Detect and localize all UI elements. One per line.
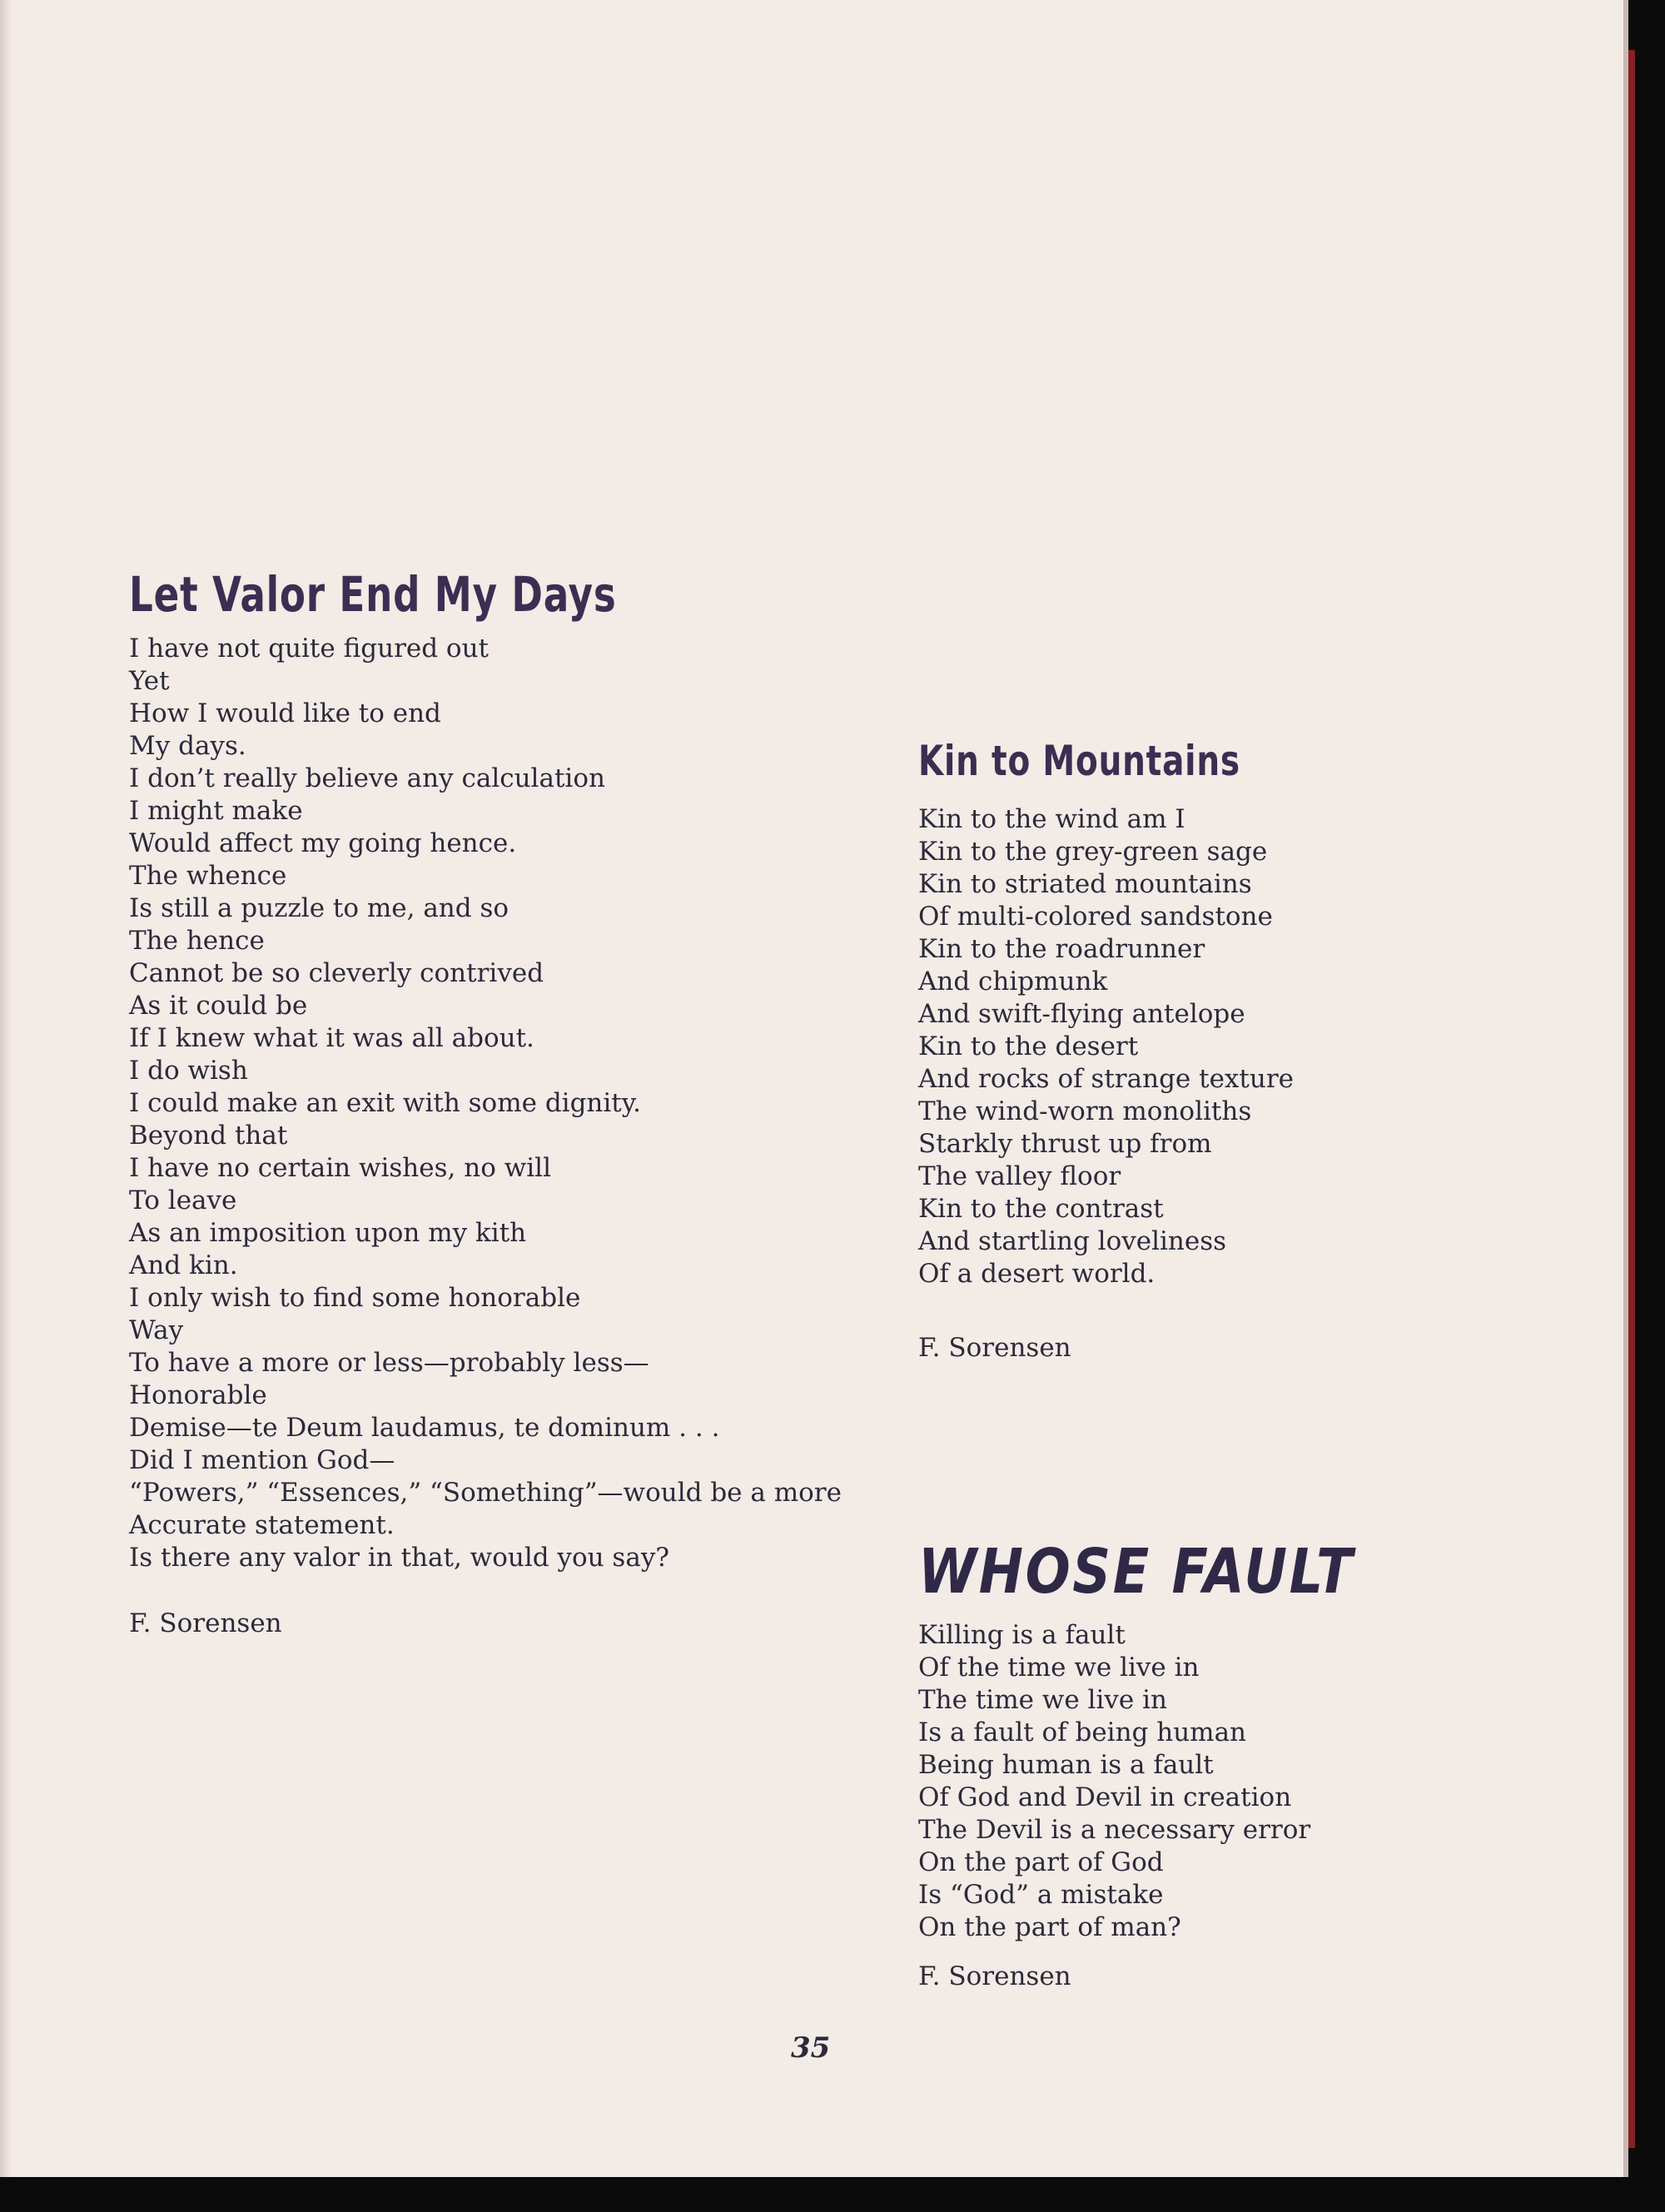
poem-line: “Powers,” “Essences,” “Something”—would be a more [129,1478,842,1508]
poem-line: If I knew what it was all about. [129,1023,534,1053]
poem-line: I do wish [129,1056,248,1086]
poem-line: On the part of man? [918,1912,1181,1942]
poem-line: Of multi-colored sandstone [918,902,1273,932]
poem-kin-to-mountains [918,737,1584,1364]
poem-line: Did I mention God— [129,1445,395,1475]
poem-line: How I would like to end [129,698,441,728]
poem-line: Of the time we live in [918,1653,1200,1683]
poem-line: I only wish to find some honorable [129,1283,581,1313]
poem-line: Yet [129,666,170,696]
poem-line: Of a desert world. [918,1259,1156,1289]
poem-title: Let Valor End My Days [129,566,617,623]
poem-whose-fault [918,1536,1584,1993]
poem-line: Is there any valor in that, would you say? [129,1543,669,1573]
poem-line: Starkly thrust up from [918,1129,1212,1159]
poem-line: Honorable [129,1380,267,1410]
poem-line: And kin. [129,1250,238,1280]
poem-line: And rocks of strange texture [918,1064,1294,1094]
poem-line: Beyond that [129,1121,288,1151]
poem-line: Kin to the contrast [918,1194,1164,1224]
poem-lines [918,1619,1584,1944]
poem-line: And chipmunk [918,967,1108,997]
poem-line: The wind-worn monoliths [918,1096,1252,1126]
poem-line: And startling loveliness [918,1226,1227,1256]
poem-line: Kin to the wind am I [918,804,1185,834]
poem-line: To leave [129,1186,237,1215]
poem-line: The Devil is a necessary error [918,1815,1311,1845]
poem-line: The whence [129,861,287,891]
poem-line: I have not quite figured out [129,634,490,664]
poem-title-wrap [129,566,878,633]
poem-line: On the part of God [918,1847,1164,1877]
poem-line: As it could be [129,991,308,1021]
poem-author: F. Sorensen [918,1961,1071,1991]
poem-line: Way [129,1315,184,1345]
poem-line: Kin to the desert [918,1031,1139,1061]
poem-line: Kin to the roadrunner [918,934,1205,964]
poem-lines [129,633,878,1574]
poem-line: The time we live in [918,1685,1167,1715]
poem-line: Accurate statement. [129,1510,395,1540]
poem-line: Killing is a fault [918,1620,1126,1650]
poem-line: Would affect my going hence. [129,828,517,858]
poem-author: F. Sorensen [129,1608,282,1638]
poem-line: And swift-flying antelope [918,999,1245,1029]
poem-title-wrap [918,737,1584,803]
poem-line: Of God and Devil in creation [918,1782,1292,1812]
poem-line: Is “God” a mistake [918,1880,1164,1910]
page-number: 35 [791,2031,831,2065]
page-edge [1628,50,1635,2148]
poem-line: Kin to striated mountains [918,869,1252,899]
poem-line: I don’t really believe any calculation [129,763,605,793]
poem-line: To have a more or less—probably less— [129,1348,649,1378]
poem-line: Cannot be so cleverly contrived [129,958,544,988]
poem-line: Demise—te Deum laudamus, te dominum . . . [129,1413,720,1443]
poem-line: I have no certain wishes, no will [129,1153,551,1183]
poem-line: The hence [129,926,265,956]
poem-line: Is a fault of being human [918,1717,1247,1747]
poem-line: The valley floor [918,1161,1121,1191]
gutter-shadow [0,0,12,2177]
poem-line: As an imposition upon my kith [129,1218,527,1248]
poem-title: WHOSE FAULT [918,1536,1355,1608]
poem-line: Being human is a fault [918,1750,1214,1780]
poem-let-valor-end-my-days [129,566,878,1640]
poem-line: Kin to the grey-green sage [918,837,1268,867]
poem-line: I might make [129,796,303,826]
poem-lines [918,803,1584,1290]
poem-title-wrap [918,1536,1584,1619]
poem-line: Is still a puzzle to me, and so [129,893,509,923]
poem-author: F. Sorensen [918,1333,1071,1363]
poem-line: My days. [129,731,246,761]
poem-title: Kin to Mountains [918,737,1240,785]
poem-line: I could make an exit with some dignity. [129,1088,642,1118]
